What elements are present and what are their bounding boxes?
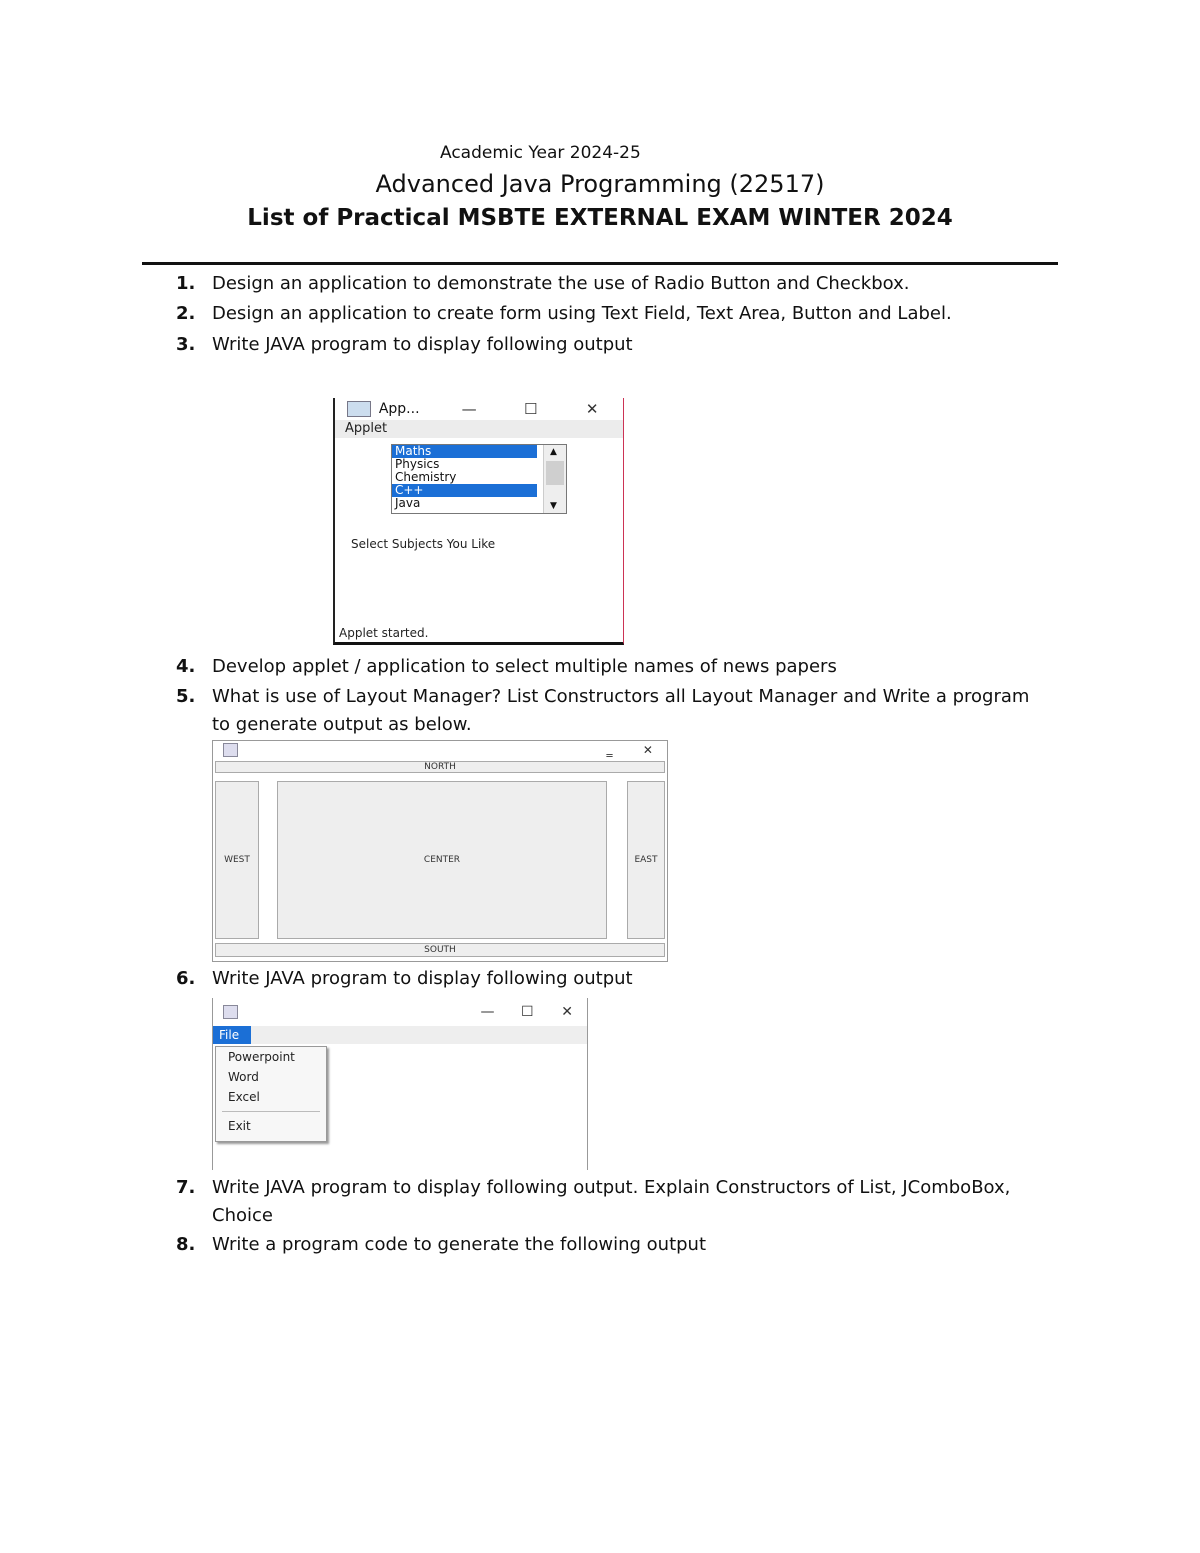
- question-8: [176, 1231, 1056, 1259]
- title-divider: [142, 262, 1058, 265]
- question-text: Design an application to demonstrate the use of Radio Button and Checkbox.: [212, 273, 910, 294]
- list-item: Maths: [392, 445, 537, 458]
- question-text: Write JAVA program to display following output: [212, 968, 633, 989]
- window-titlebar: [335, 398, 623, 420]
- question-text: Write JAVA program to display following output: [212, 334, 633, 355]
- question-3: [176, 331, 1056, 359]
- question-number: 2.: [176, 303, 196, 324]
- list-scrollbar: [543, 445, 566, 513]
- select-prompt: Select Subjects You Like: [351, 537, 496, 551]
- close-icon: ✕: [561, 1004, 573, 1020]
- north-button: NORTH: [215, 761, 665, 773]
- question-7: [176, 1174, 1056, 1230]
- close-icon: ✕: [642, 743, 653, 757]
- menu-window-screenshot: [212, 998, 588, 1170]
- minimize-icon: —: [461, 400, 477, 418]
- file-menu: File: [213, 1026, 251, 1044]
- applet-status: Applet started.: [339, 626, 429, 640]
- file-popup-menu: [215, 1046, 327, 1142]
- menu-separator: [222, 1111, 320, 1112]
- question-number: 1.: [176, 273, 196, 294]
- question-text: Design an application to create form using Text Field, Text Area, Button and Label.: [212, 303, 952, 324]
- minimize-icon: ‗: [606, 743, 613, 757]
- document-title: List of Practical MSBTE EXTERNAL EXAM WINTER 2024: [247, 205, 953, 231]
- question-number: 3.: [176, 334, 196, 355]
- border-layout-window-screenshot: [212, 740, 668, 962]
- question-text: What is use of Layout Manager? List Constructors all Layout Manager and Write a program to generate output as below.: [212, 686, 1030, 735]
- list-item: Java: [395, 496, 421, 510]
- list-item: Physics: [395, 457, 440, 471]
- window-title: App...: [378, 401, 420, 417]
- menu-item-word: Word: [228, 1070, 259, 1084]
- subjects-list: [391, 444, 567, 514]
- question-4: [176, 653, 1056, 681]
- question-number: 7.: [176, 1177, 196, 1198]
- center-button: CENTER: [277, 781, 607, 939]
- east-button: EAST: [627, 781, 665, 939]
- list-item: C++: [392, 484, 537, 497]
- list-item: Chemistry: [395, 470, 457, 484]
- question-text: Write JAVA program to display following output. Explain Constructors of List, JComboBox, Choice: [212, 1177, 1011, 1226]
- question-6: [176, 965, 1056, 993]
- chevron-down-icon: ▼: [550, 501, 557, 511]
- applet-window-screenshot: [333, 398, 624, 645]
- question-number: 6.: [176, 968, 196, 989]
- java-cup-icon: [223, 1005, 238, 1019]
- java-cup-icon: [347, 401, 371, 417]
- question-2: [176, 300, 1056, 328]
- menu-item-exit: Exit: [228, 1119, 251, 1133]
- question-1: [176, 270, 1056, 298]
- question-number: 5.: [176, 686, 196, 707]
- west-button: WEST: [215, 781, 259, 939]
- chevron-up-icon: ▲: [550, 447, 557, 457]
- window-titlebar: [213, 741, 667, 759]
- minimize-icon: —: [480, 1004, 495, 1020]
- java-cup-icon: [223, 743, 238, 757]
- course-title: Advanced Java Programming (22517): [375, 170, 825, 198]
- question-text: Write a program code to generate the following output: [212, 1234, 707, 1255]
- menu-bar: [213, 1026, 587, 1044]
- applet-menu: Applet: [335, 420, 623, 438]
- south-button: SOUTH: [215, 943, 665, 957]
- window-titlebar: [213, 998, 587, 1026]
- maximize-icon: ☐: [523, 400, 538, 418]
- close-icon: ✕: [585, 400, 599, 418]
- question-number: 4.: [176, 656, 196, 677]
- menu-item-powerpoint: Powerpoint: [228, 1050, 295, 1064]
- academic-year: Academic Year 2024-25: [440, 143, 641, 163]
- question-5: [176, 683, 1056, 739]
- scroll-thumb: [546, 461, 564, 485]
- maximize-icon: ☐: [521, 1004, 534, 1020]
- question-text: Develop applet / application to select multiple names of news papers: [212, 656, 837, 677]
- menu-item-excel: Excel: [228, 1090, 260, 1104]
- question-number: 8.: [176, 1234, 196, 1255]
